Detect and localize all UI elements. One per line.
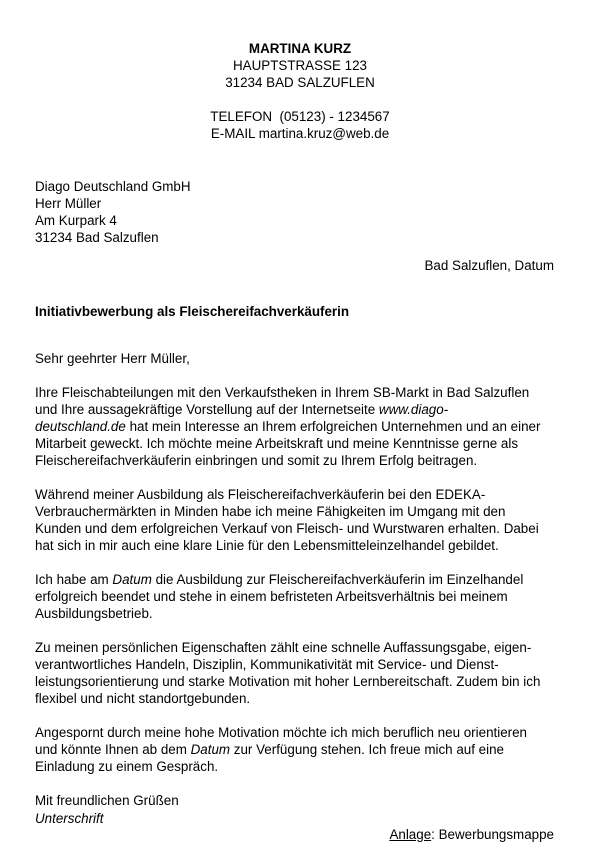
date-placeholder: Datum [112, 572, 152, 587]
paragraph-line: Verbrauchermärkten in Minden habe ich meine Fähigkeiten im Umgang mit den [35, 504, 506, 519]
sender-email: E-MAIL martina.kruz@web.de [210, 126, 390, 141]
paragraph-line: Angespornt durch meine hohe Motivation möchte ich mich beruflich neu orientieren [35, 725, 528, 740]
place-date-line: Bad Salzuflen, Datum [424, 258, 554, 273]
paragraph-line: und Ihre aussagekräftige Vorstellung auf der Internetseite www.diago- [35, 402, 449, 417]
sender-city: 31234 BAD SALZUFLEN [225, 75, 375, 90]
enclosure-label: Anlage [389, 827, 432, 842]
enclosure-text: Bewerbungsmappe [438, 827, 554, 842]
recipient-street: Am Kurpark 4 [35, 213, 117, 228]
paragraph-line: leistungsorientierung und starke Motivation mit hoher Lernbereitschaft. Zudem bin ich [35, 674, 541, 689]
paragraph-5 [35, 724, 560, 775]
paragraph-line: Ihre Fleischabteilungen mit den Verkaufstheken in Ihrem SB-Markt in Bad Salzuflen [35, 385, 530, 400]
paragraph-line: verantwortliches Handeln, Disziplin, Kommunikativität mit Service- und Dienst- [35, 657, 499, 672]
enclosure-line: Anlage: Bewerbungsmappe [389, 827, 554, 842]
subject-line: Initiativbewerbung als Fleischereifachverkäuferin [35, 304, 350, 319]
date-placeholder: Datum [190, 742, 231, 757]
paragraph-line: Zu meinen persönlichen Eigenschaften zählt eine schnelle Auffassungsgabe, eigen- [35, 640, 532, 655]
website-link-part: deutschland.de [35, 419, 126, 434]
website-link-part: www.diago- [378, 402, 449, 417]
recipient-company: Diago Deutschland GmbH [35, 179, 191, 194]
paragraph-2 [35, 486, 560, 554]
paragraph-line: deutschland.de hat mein Interesse an Ihrem erfolgreichen Unternehmen und an einer [35, 419, 541, 434]
paragraph-line: erfolgreich beendet und stehe in einem befristeten Arbeitsverhältnis bei meinem [35, 589, 508, 604]
paragraph-line: Kunden und dem erfolgreichen Verkauf von Fleisch- und Wurstwaren erhalten. Dabei [35, 521, 539, 536]
paragraph-line: Mitarbeit geweckt. Ich möchte meine Arbeitskraft und meine Kenntnisse gerne als [35, 436, 519, 451]
paragraph-1 [35, 384, 560, 469]
letter-body [35, 350, 560, 826]
recipient-person: Herr Müller [35, 196, 102, 211]
paragraph-3 [35, 571, 560, 622]
paragraph-line: flexibel und nicht standortgebunden. [35, 691, 251, 706]
sender-street: HAUPTSTRASSE 123 [233, 58, 367, 73]
paragraph-line: Einladung zu einem Gespräch. [35, 759, 219, 774]
sender-name: MARTINA KURZ [248, 41, 352, 56]
recipient-city: 31234 Bad Salzuflen [35, 230, 159, 245]
paragraph-line: hat sich in mir auch eine klare Linie für den Lebensmitteleinzelhandel gebildet. [35, 538, 499, 553]
paragraph-line: Fleischereifachverkäuferin einbringen und somit zu Ihrem Erfolg beitragen. [35, 453, 478, 468]
paragraph-line: Während meiner Ausbildung als Fleischereifachverkäuferin bei den EDEKA- [35, 487, 486, 502]
paragraph-line: und könnte Ihnen ab dem Datum zur Verfügung stehen. Ich freue mich auf eine [35, 742, 504, 757]
signature-placeholder: Unterschrift [35, 811, 104, 826]
salutation: Sehr geehrter Herr Müller, [35, 351, 190, 366]
sender-phone: TELEFON (05123) - 1234567 [210, 109, 390, 124]
recipient-block [35, 178, 191, 246]
paragraph-line: Ich habe am Datum die Ausbildung zur Fleischereifachverkäuferin im Einzelhandel [35, 572, 524, 587]
paragraph-line: Ausbildungsbetrieb. [35, 606, 153, 621]
sender-block [0, 40, 600, 142]
paragraph-4 [35, 639, 560, 707]
closing: Mit freundlichen Grüßen [35, 793, 179, 808]
